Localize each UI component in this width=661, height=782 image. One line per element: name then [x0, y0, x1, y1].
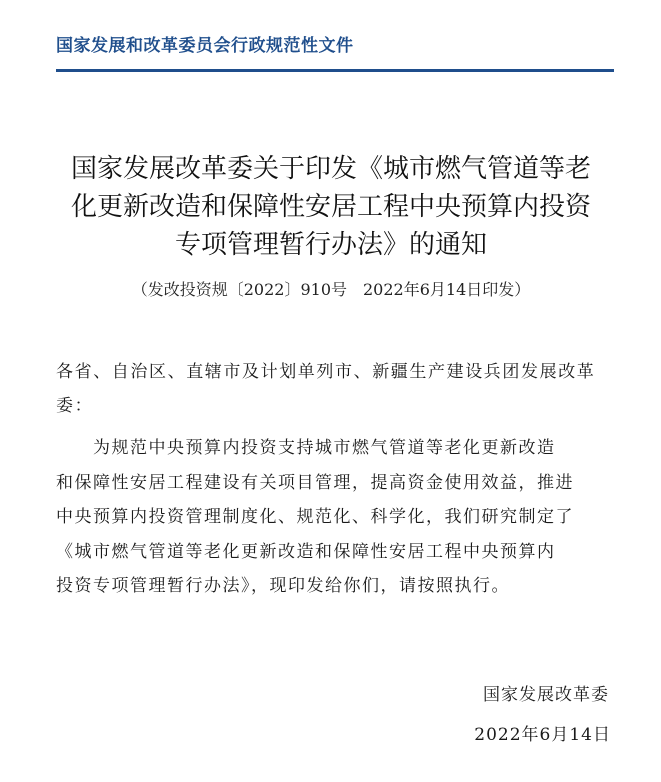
body-text [56, 431, 616, 604]
addressee: 各省、自治区、直辖市及计划单列市、新疆生产建设兵团发展改革委： [56, 362, 596, 416]
body-line: 中央预算内投资管理制度化、规范化、科学化，我们研究制定了 [56, 507, 574, 527]
header-divider [56, 69, 614, 72]
body-line: 投资专项管理暂行办法》，现印发给你们，请按照执行。 [56, 576, 510, 596]
document-title-line: 专项管理暂行办法》的通知 [174, 230, 487, 260]
document-title-line: 国家发展改革委关于印发《城市燃气管道等老 [70, 154, 591, 184]
document-title-line: 化更新改造和保障性安居工程中央预算内投资 [70, 192, 591, 222]
body-line: 《城市燃气管道等老化更新改造和保障性安居工程中央预算内 [56, 541, 556, 562]
header-title: 国家发展和改革委员会行政规范性文件 [56, 36, 354, 56]
body-line: 为规范中央预算内投资支持城市燃气管道等老化更新改造 [56, 438, 556, 458]
document-number: （发改投资规〔2022〕910号 2022年6月14日印发） [131, 280, 531, 299]
sign-date: 2022年6月14日 [474, 725, 611, 745]
document-title [40, 150, 622, 264]
body-line: 和保障性安居工程建设有关项目管理，提高资金使用效益，推进 [56, 472, 574, 493]
signature: 国家发展改革委 [483, 685, 609, 705]
